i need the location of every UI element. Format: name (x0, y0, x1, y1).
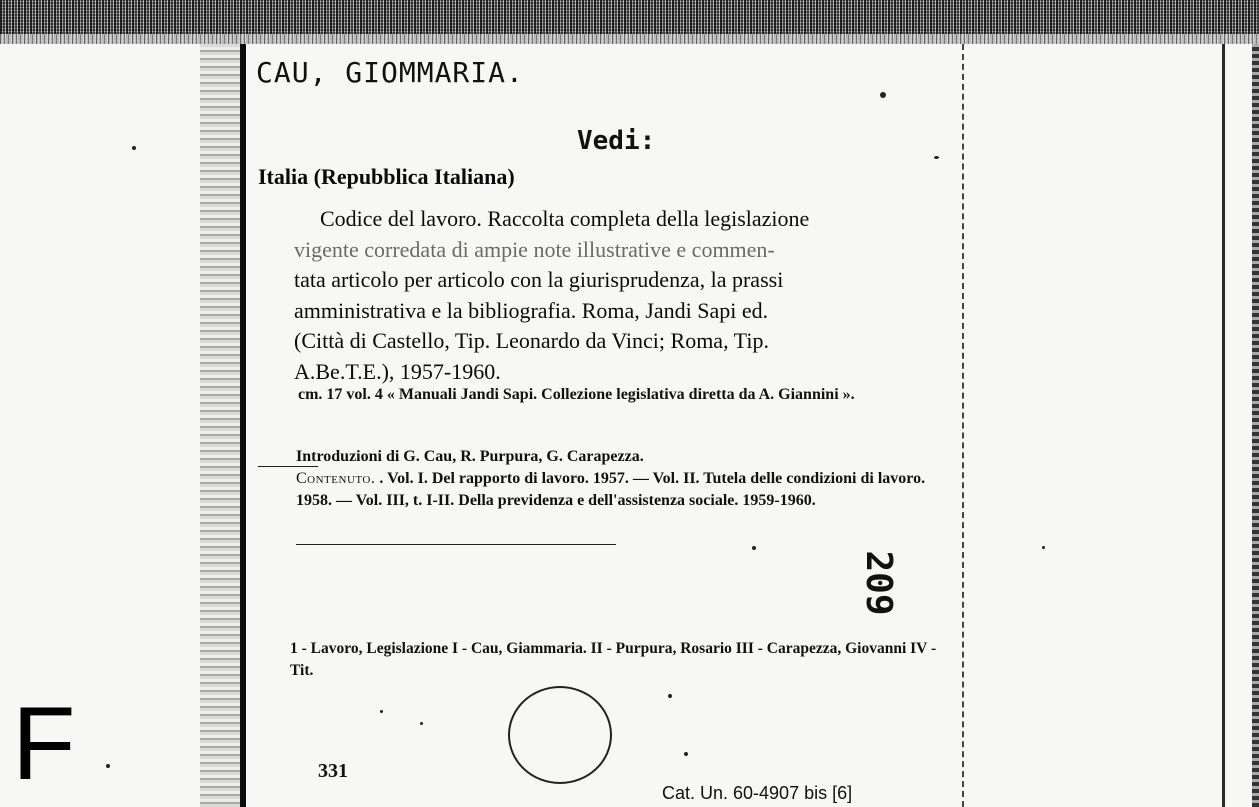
scan-speck (1042, 546, 1045, 549)
margin-index-letter: F (12, 686, 76, 802)
title-block (294, 204, 958, 387)
card-right-border (962, 44, 964, 807)
notes-block (296, 446, 958, 512)
scan-speck (880, 92, 886, 98)
contents-text: . Vol. I. Del rapporto di lavoro. 1957. — Vol. II. Tutela delle condizioni di lavoro. 1958. — Vol. III, t. I-II. Della previdenza e dell'assistenza sociale. 1959-1960. (296, 470, 926, 509)
card-heading: CAU, GIOMMARIA. (256, 56, 524, 89)
card-left-border (240, 44, 246, 807)
contents-note (296, 468, 958, 512)
see-reference-label: Vedi: (577, 126, 656, 156)
scan-speck (934, 156, 939, 159)
contents-label: Contenuto. (296, 470, 376, 487)
title-line-6: A.Be.T.E.), 1957-1960. (294, 358, 501, 384)
shelf-number-stamp: 209 (858, 550, 900, 616)
scan-speck (684, 752, 688, 756)
subject-tracings: 1 - Lavoro, Legislazione I - Cau, Giammaria. II - Purpura, Rosario III - Carapezza, Giovanni IV - Tit. (290, 640, 937, 679)
punch-hole-mark (508, 686, 612, 784)
scan-speck (420, 722, 423, 725)
scan-speck (668, 694, 672, 698)
collation-note: cm. 17 vol. 4 « Manuali Jandi Sapi. Collezione legislativa diretta da A. Giannini ». (298, 386, 855, 403)
title-line-2: vigente corredata di ampie note illustrative e commen- (294, 236, 775, 262)
title-line-3: tata articolo per articolo con la giurisprudenza, la prassi (294, 267, 784, 292)
main-entry: Italia (Repubblica Italiana) (258, 164, 515, 189)
title-line-4: amministrativa e la bibliografia. Roma, Jandi Sapi ed. (294, 297, 769, 323)
title-line-1: Codice del lavoro. Raccolta completa della legislazione (320, 206, 810, 231)
title-line-5: (Città di Castello, Tip. Leonardo da Vinci; Roma, Tip. (294, 328, 769, 353)
card-binding-edge (200, 44, 242, 807)
note-dash (258, 466, 318, 467)
scan-speck (106, 764, 110, 768)
scan-speck (752, 546, 756, 550)
scan-speck (380, 710, 383, 713)
scan-speck (132, 146, 136, 150)
scan-right-edge (1252, 44, 1259, 807)
page-number: 331 (318, 760, 348, 782)
separator-rule (296, 544, 616, 545)
introduction-note: Introduzioni di G. Cau, R. Purpura, G. Carapezza. (296, 448, 644, 465)
catalog-reference: Cat. Un. 60-4907 bis [6] (662, 783, 853, 803)
scan-noise-band (0, 0, 1259, 44)
adjacent-card-edge (1222, 44, 1225, 807)
